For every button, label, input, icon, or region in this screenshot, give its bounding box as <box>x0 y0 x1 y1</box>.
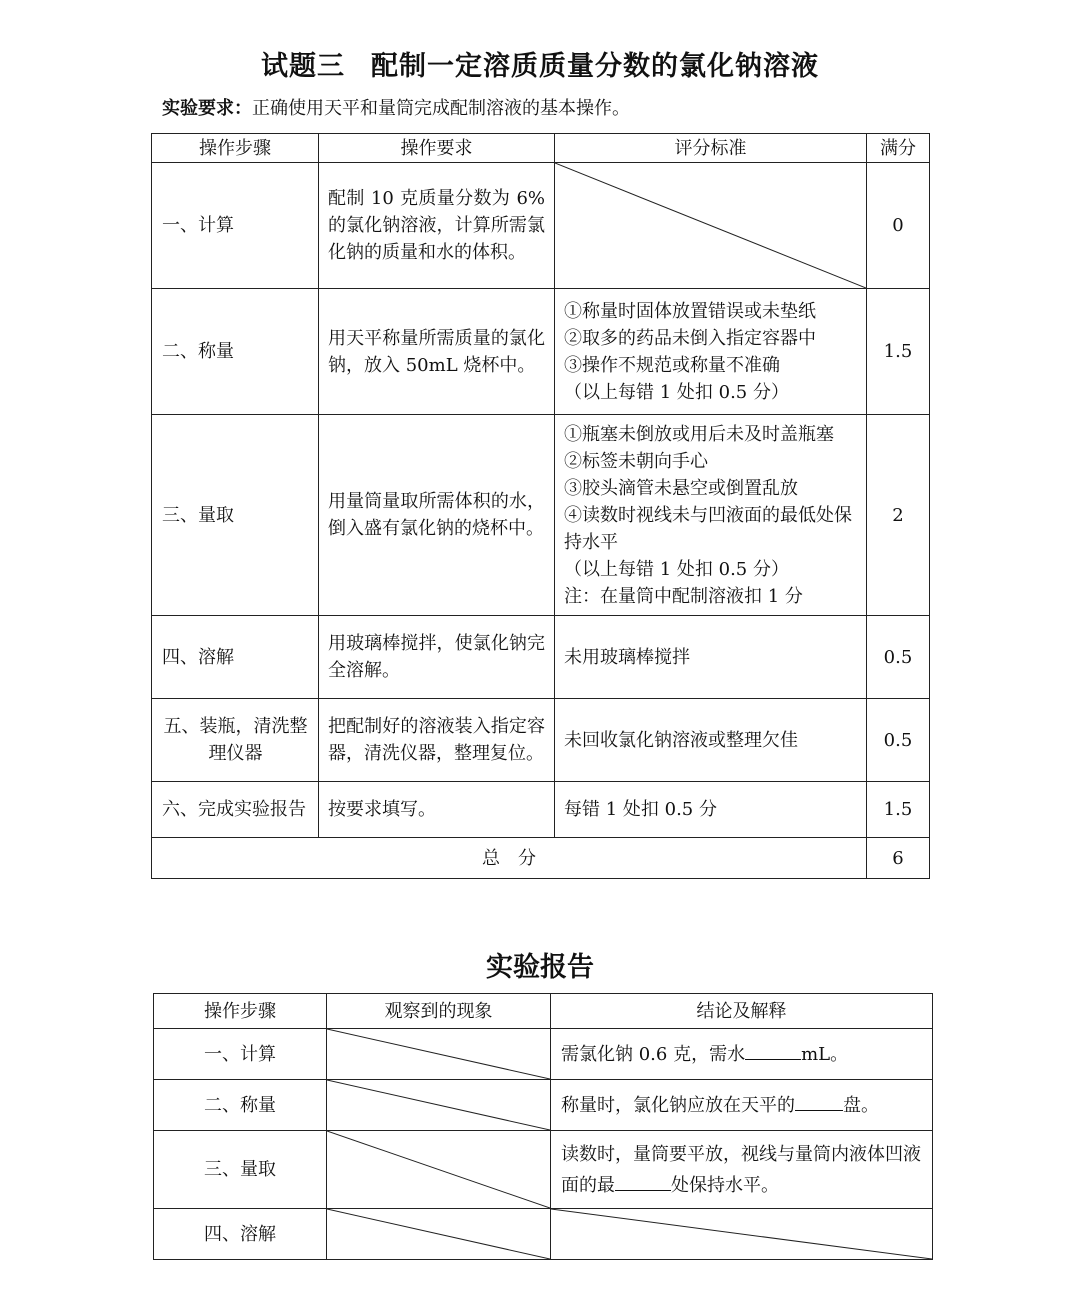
criteria-item: ④读数时视线未与凹液面的最低处保持水平 <box>564 504 852 553</box>
header-requirement: 操作要求 <box>319 134 555 163</box>
step-cell: 五、装瓶，清洗整理仪器 <box>152 699 319 782</box>
score-cell: 2 <box>867 415 930 616</box>
table-row <box>154 1209 933 1260</box>
step-cell: 一、计算 <box>154 1029 327 1080</box>
observation-cell-empty <box>327 1131 551 1209</box>
criteria-item: ①称量时固体放置错误或未垫纸 <box>564 300 816 322</box>
total-label: 总 分 <box>152 838 867 879</box>
step-cell: 一、计算 <box>152 163 319 289</box>
diagonal-line <box>327 1080 550 1130</box>
scoring-header-row <box>152 134 930 163</box>
scoring-table <box>151 133 930 879</box>
criteria-item: ②标签未朝向手心 <box>564 450 708 472</box>
requirement-cell: 用量筒量取所需体积的水，倒入盛有氯化钠的烧杯中。 <box>319 415 555 616</box>
step-cell: 四、溶解 <box>154 1209 327 1260</box>
criteria-item: ③胶头滴管未悬空或倒置乱放 <box>564 477 798 499</box>
step-cell: 二、称量 <box>154 1080 327 1131</box>
conclusion-cell <box>551 1131 933 1209</box>
report-table <box>153 993 933 1260</box>
table-row <box>152 616 930 699</box>
criteria-item: ③操作不规范或称量不准确 <box>564 354 780 376</box>
total-score: 6 <box>867 838 930 879</box>
conclusion-text: 读数时，量筒要平放，视线与量筒内液体凹液面的最 <box>561 1143 921 1196</box>
requirement-cell: 把配制好的溶液装入指定容器，清洗仪器，整理复位。 <box>319 699 555 782</box>
criteria-item: ②取多的药品未倒入指定容器中 <box>564 327 816 349</box>
step-cell: 四、溶解 <box>152 616 319 699</box>
requirement-cell: 用玻璃棒搅拌，使氯化钠完全溶解。 <box>319 616 555 699</box>
page-title <box>0 44 1080 83</box>
criteria-item: （以上每错 1 处扣 0.5 分） <box>564 558 789 580</box>
table-row <box>154 1029 933 1080</box>
table-row <box>152 163 930 289</box>
criteria-cell <box>555 289 867 415</box>
report-header-row <box>154 994 933 1029</box>
header-step: 操作步骤 <box>154 994 327 1029</box>
table-row <box>154 1080 933 1131</box>
criteria-item: （以上每错 1 处扣 0.5 分） <box>564 381 789 403</box>
title-label: 试题三 <box>261 51 345 82</box>
title-topic: 配制一定溶质质量分数的氯化钠溶液 <box>371 51 819 82</box>
header-observation: 观察到的现象 <box>327 994 551 1029</box>
answer-blank[interactable] <box>615 1172 671 1191</box>
step-cell: 二、称量 <box>152 289 319 415</box>
conclusion-cell <box>551 1029 933 1080</box>
diagonal-line <box>327 1131 550 1208</box>
criteria-cell: 未用玻璃棒搅拌 <box>555 616 867 699</box>
table-row <box>152 699 930 782</box>
total-row <box>152 838 930 879</box>
experiment-requirement <box>162 94 630 120</box>
score-cell: 0.5 <box>867 699 930 782</box>
header-conclusion: 结论及解释 <box>551 994 933 1029</box>
table-row <box>152 415 930 616</box>
score-cell: 0 <box>867 163 930 289</box>
diagonal-line <box>327 1209 550 1259</box>
criteria-cell <box>555 415 867 616</box>
answer-blank[interactable] <box>745 1041 801 1060</box>
header-criteria: 评分标准 <box>555 134 867 163</box>
requirement-cell: 按要求填写。 <box>319 782 555 838</box>
conclusion-text: 称量时，氯化钠应放在天平的 <box>561 1094 795 1116</box>
table-row <box>152 289 930 415</box>
step-cell: 三、量取 <box>154 1131 327 1209</box>
criteria-item: ①瓶塞未倒放或用后未及时盖瓶塞 <box>564 423 834 445</box>
requirement-label: 实验要求： <box>162 98 252 119</box>
criteria-cell: 每错 1 处扣 0.5 分 <box>555 782 867 838</box>
conclusion-text-end: 盘。 <box>843 1094 879 1116</box>
step-cell: 三、量取 <box>152 415 319 616</box>
conclusion-cell-empty <box>551 1209 933 1260</box>
table-row <box>152 782 930 838</box>
observation-cell-empty <box>327 1029 551 1080</box>
observation-cell-empty <box>327 1209 551 1260</box>
diagonal-line <box>555 163 866 288</box>
conclusion-cell <box>551 1080 933 1131</box>
criteria-cell: 未回收氯化钠溶液或整理欠佳 <box>555 699 867 782</box>
conclusion-text-end: mL。 <box>801 1043 849 1065</box>
criteria-cell-empty <box>555 163 867 289</box>
score-cell: 1.5 <box>867 782 930 838</box>
criteria-item: 注：在量筒中配制溶液扣 1 分 <box>564 585 803 607</box>
conclusion-text-end: 处保持水平。 <box>671 1174 779 1196</box>
table-row <box>154 1131 933 1209</box>
score-cell: 1.5 <box>867 289 930 415</box>
answer-blank[interactable] <box>795 1092 843 1111</box>
requirement-text: 正确使用天平和量筒完成配制溶液的基本操作。 <box>252 98 630 119</box>
header-step: 操作步骤 <box>152 134 319 163</box>
conclusion-text: 需氯化钠 0.6 克，需水 <box>561 1043 746 1065</box>
diagonal-line <box>327 1029 550 1079</box>
step-cell: 六、完成实验报告 <box>152 782 319 838</box>
report-title: 实验报告 <box>486 952 594 983</box>
score-cell: 0.5 <box>867 616 930 699</box>
requirement-cell: 用天平称量所需质量的氯化钠，放入 50mL 烧杯中。 <box>319 289 555 415</box>
requirement-cell: 配制 10 克质量分数为 6% 的氯化钠溶液，计算所需氯化钠的质量和水的体积。 <box>319 163 555 289</box>
header-full-score: 满分 <box>867 134 930 163</box>
observation-cell-empty <box>327 1080 551 1131</box>
diagonal-line <box>551 1209 932 1259</box>
